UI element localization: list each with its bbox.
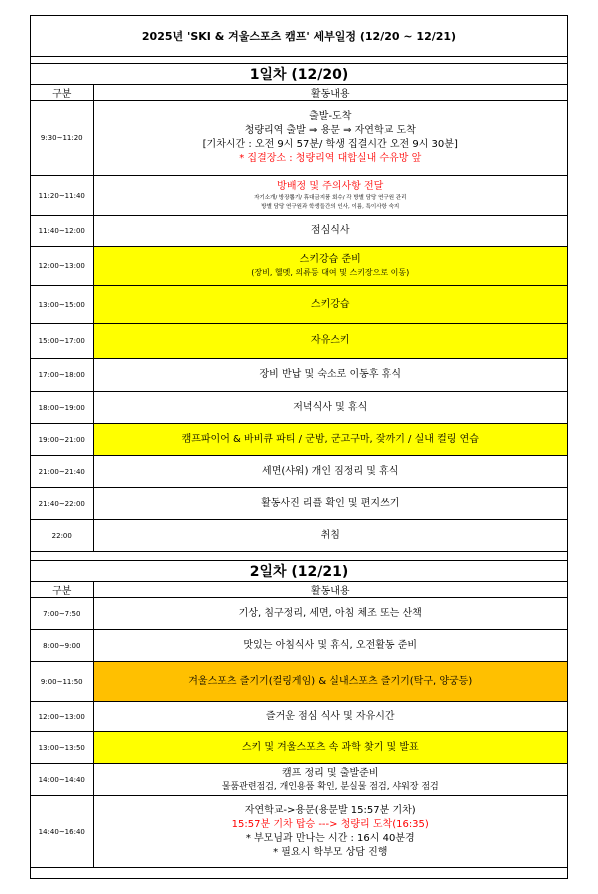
activity-cell: 캠프 정리 및 출발준비 물품관련점검, 개인용품 확인, 분실물 점검, 샤워장 점검 (93, 764, 567, 796)
day2-col-time: 구분 (31, 582, 93, 598)
time-cell: 9:00~11:50 (31, 662, 93, 702)
activity-cell: 방배정 및 주의사항 전달 자기소개/ 방장뽑기/ 휴대금지품 회수/ 각 방별 담당 연구원 관리 방별 담당 연구원과 학생들간의 인사, 이름, 특이사항 숙지 (93, 176, 567, 216)
time-cell: 8:00~9:00 (31, 630, 93, 662)
time-cell: 19:00~21:00 (31, 424, 93, 456)
table-row (31, 324, 567, 359)
day2-col-activity: 활동내용 (93, 582, 567, 598)
table-row (31, 702, 567, 732)
time-cell: 11:40~12:00 (31, 216, 93, 247)
schedule-sheet (30, 15, 568, 879)
table-row (31, 488, 567, 520)
table-row (31, 520, 567, 552)
activity-cell: 스키 및 겨울스포츠 속 과학 찾기 및 발표 (93, 732, 567, 764)
day1-col-time: 구분 (31, 85, 93, 101)
time-cell: 12:00~13:00 (31, 247, 93, 286)
table-row (31, 630, 567, 662)
page-title: 2025년 'SKI & 겨울스포츠 캠프' 세부일정 (12/20 ~ 12/21) (31, 16, 567, 57)
time-cell: 21:40~22:00 (31, 488, 93, 520)
activity-cell: 스키강습 (93, 286, 567, 324)
day2-heading: 2일차 (12/21) (31, 561, 567, 582)
table-row (31, 247, 567, 286)
activity-cell: 취침 (93, 520, 567, 552)
table-row (31, 101, 567, 176)
time-cell: 15:00~17:00 (31, 324, 93, 359)
spacer (31, 57, 567, 64)
activity-cell: 세면(샤워) 개인 짐정리 및 휴식 (93, 456, 567, 488)
activity-cell: 저녁식사 및 휴식 (93, 392, 567, 424)
meeting-place-note: * 집결장소 : 청량리역 대합실내 수유방 앞 (239, 153, 422, 164)
activity-cell: 캠프파이어 & 바비큐 파티 / 군밤, 군고구마, 잦까기 / 실내 컬링 연습 (93, 424, 567, 456)
activity-cell: 맛있는 아침식사 및 휴식, 오전활동 준비 (93, 630, 567, 662)
spacer (31, 552, 567, 561)
table-row (31, 359, 567, 392)
time-cell: 14:40~16:40 (31, 796, 93, 868)
activity-cell: 즐거운 점심 식사 및 자유시간 (93, 702, 567, 732)
time-cell: 9:30~11:20 (31, 101, 93, 176)
activity-cell: 기상, 침구정리, 세면, 아침 체조 또는 산책 (93, 598, 567, 630)
time-cell: 14:00~14:40 (31, 764, 93, 796)
day1-heading: 1일차 (12/20) (31, 64, 567, 85)
table-row (31, 764, 567, 796)
time-cell: 12:00~13:00 (31, 702, 93, 732)
arrival-note: 15:57분 기차 탑승 ---> 청량리 도착(16:35) (231, 818, 429, 830)
time-cell: 21:00~21:40 (31, 456, 93, 488)
activity-cell: 장비 반납 및 숙소로 이동후 휴식 (93, 359, 567, 392)
table-row (31, 598, 567, 630)
time-cell: 22:00 (31, 520, 93, 552)
time-cell: 11:20~11:40 (31, 176, 93, 216)
table-row (31, 732, 567, 764)
activity-cell: 출발-도착 청량리역 출발 ⇒ 용문 ⇒ 자연학교 도착 [기차시간 : 오전 9시 57분/ 학생 집결시간 오전 9시 30분] * 집결장소 : 청량리역 대합실내 수유방 앞 (93, 101, 567, 176)
table-row (31, 176, 567, 216)
table-row (31, 456, 567, 488)
time-cell: 13:00~15:00 (31, 286, 93, 324)
time-cell: 17:00~18:00 (31, 359, 93, 392)
table-row (31, 424, 567, 456)
activity-cell: 활동사진 리플 확인 및 편지쓰기 (93, 488, 567, 520)
table-row (31, 216, 567, 247)
table-row (31, 662, 567, 702)
time-cell: 18:00~19:00 (31, 392, 93, 424)
day1-col-activity: 활동내용 (93, 85, 567, 101)
schedule-table (31, 16, 567, 868)
activity-cell: 스키강습 준비 (장비, 헬멧, 의류등 대여 및 스키장으로 이동) (93, 247, 567, 286)
activity-cell: 자유스키 (93, 324, 567, 359)
table-row (31, 392, 567, 424)
time-cell: 13:00~13:50 (31, 732, 93, 764)
table-row (31, 796, 567, 868)
activity-cell: 겨울스포츠 즐기기(컬링게임) & 실내스포츠 즐기기(탁구, 양궁등) (93, 662, 567, 702)
activity-cell: 점심식사 (93, 216, 567, 247)
activity-cell: 자연학교->용문(용문발 15:57분 기차) 15:57분 기차 탑승 ---> 청량리 도착(16:35) * 부모님과 만나는 시간 : 16시 40분경 * 필요시 학부모 상담 진행 (93, 796, 567, 868)
time-cell: 7:00~7:50 (31, 598, 93, 630)
table-row (31, 286, 567, 324)
